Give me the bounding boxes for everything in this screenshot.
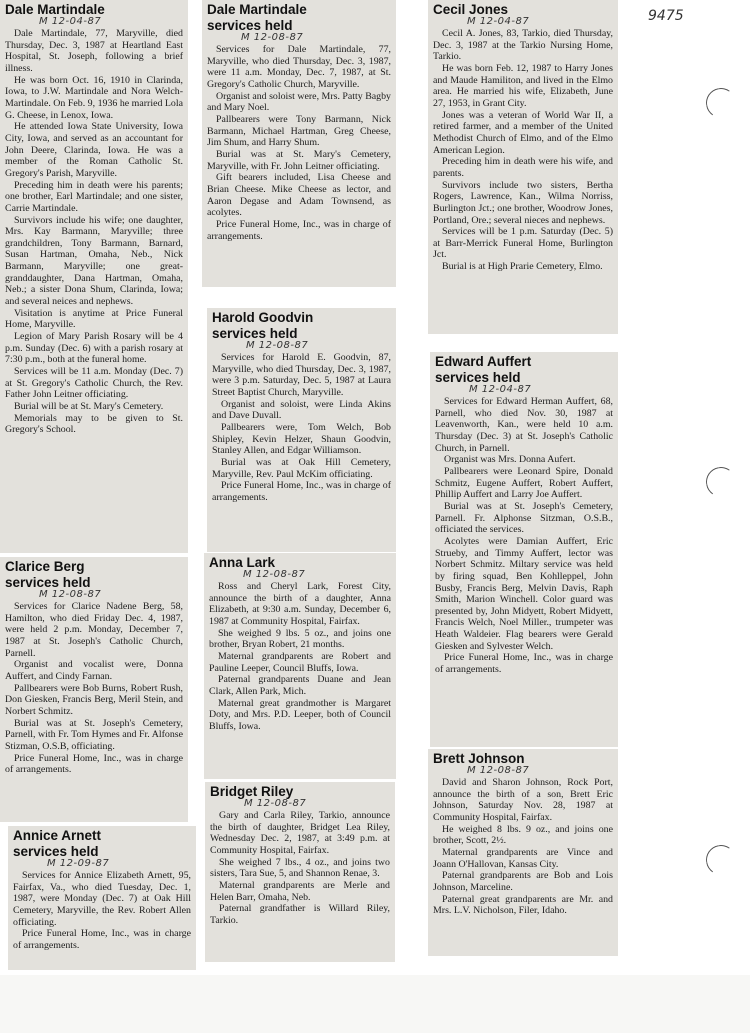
obituary-dale-martindale-services	[202, 0, 396, 287]
paragraph: Maternal grandparents are Robert and Pauline Leeper, Council Bluffs, Iowa.	[209, 650, 391, 674]
paragraph: Burial was at St. Mary's Cemetery, Maryville, with Fr. John Leitner officiating.	[207, 148, 391, 172]
birth-brett-johnson	[428, 749, 618, 956]
paragraph: Paternal grandfather is Willard Riley, Tarkio.	[210, 903, 390, 926]
paragraph: He attended Iowa State University, Iowa City, Iowa, and served as an accountant for John Deere, Clarinda, Iowa. He was a member of the Roman Catholic St. Gregory's Parish, Maryville.	[5, 121, 183, 179]
binder-hole	[704, 843, 739, 878]
paragraph: Burial was at St. Joseph's Cemetery, Parnell, with Fr. Tom Hymes and Fr. Alfonse Stizman, O.S.B, officiating.	[5, 717, 183, 752]
paragraph: He was born Feb. 12, 1987 to Harry Jones and Maude Hamiliton, and lived in the Elmo area. He married his wife, Elizabeth, June 27, 1953, in Grant City.	[433, 62, 613, 109]
paragraph: Organist and vocalist were, Donna Auffert, and Cindy Farnan.	[5, 659, 183, 682]
paragraph: Organist was Mrs. Donna Aufert.	[444, 454, 576, 466]
paragraph: She weighed 7 lbs., 4 oz., and joins two sisters, Tara Sue, 5, and Shannon Renae, 3.	[210, 856, 390, 880]
paragraph: He was born Oct. 16, 1910 in Clarinda, Iowa, to J.W. Martindale and Nora Welch-Martindale. On Feb. 9, 1936 he married Lola G. Cheese, in Lenox, Iowa.	[5, 74, 183, 121]
birth-anna-lark	[204, 553, 396, 779]
paragraph: Dale Martindale, 77, Maryville, died Thursday, Dec. 3, 1987 at Heartland East Hospital, St. Joseph, following a brief illness.	[5, 28, 183, 74]
paragraph: Preceding him in death were his wife, and parents.	[433, 156, 613, 179]
obituary-dale-martindale	[0, 0, 188, 553]
page-number: 9475	[648, 8, 684, 24]
headline: services held	[435, 370, 521, 385]
paragraph: Services will be 1 p.m. Saturday (Dec. 5) at Barr-Merrick Funeral Home, Burlington Jct.	[433, 226, 613, 261]
handwritten-date: M 12-08-87	[246, 340, 309, 351]
headline: Clarice Berg	[5, 559, 85, 574]
paragraph: Acolytes were Damian Auffert, Eric Strueby, and Timmy Auffert, lector was Norbert Schmitz. Miltary service was held by firing squad, Ben Kohlleppel, John Busby, Francis Berg, Melvin Davis, Raph Smith, Marion Winchell. Color guard was presented by, John Midyett, Robert Midyett, Francis Welch, Noel Miller., trumpeter was Heath Waldeier. Flag bearers were Gerald Giesken and Sylvester Welch.	[435, 535, 613, 652]
paragraph: Services for Annice Elizabeth Arnett, 95, Fairfax, Va., who died Tuesday, Dec. 1, 1987, were Monday (Dec. 7) at Oak Hill Cemetery, Maryville, the Rev. Robert Allen officiating.	[13, 870, 191, 928]
headline: Dale Martindale	[207, 2, 307, 17]
paragraph: Memorials may to be given to St. Gregory's School.	[5, 412, 183, 436]
obituary-annice-arnett	[8, 826, 196, 970]
headline: Annice Arnett	[13, 828, 102, 843]
paragraph: Gift bearers included, Lisa Cheese and Brian Cheese. Mike Cheese as lector, and Aaron Degase and Adam Townsend, as acolytes.	[207, 172, 391, 219]
paragraph: Pallbearers were Tony Barmann, Nick Barmann, Michael Hartman, Greg Cheese, Jim Shum, and Harry Shum.	[207, 113, 391, 149]
paragraph: Price Funeral Home, Inc., was in charge of arrangements.	[13, 928, 191, 951]
paragraph: Maternal great grandmother is Margaret Doty, and Mrs. P.D. Leeper, both of Council Bluffs, Iowa.	[209, 697, 391, 732]
paragraph: Services for Dale Martindale, 77, Maryville, who died Thursday, Dec. 3, 1987, were 11 a.m. Monday, Dec. 7, 1987, at St. Gregory's Catholic Church, Maryville.	[207, 44, 391, 90]
paragraph: Price Funeral Home, Inc., was in charge of arrangements.	[5, 752, 183, 776]
headline: Edward Auffert	[435, 354, 532, 369]
headline: Bridget Riley	[210, 784, 294, 799]
headline: services held	[212, 326, 298, 341]
paragraph: Paternal grandparents Duane and Jean Clark, Allen Park, Mich.	[209, 674, 391, 697]
handwritten-date: M 12-08-87	[244, 798, 307, 809]
headline: Cecil Jones	[433, 2, 509, 17]
paragraph: Burial was at Oak Hill Cemetery, Maryville, Rev. Paul McKim officiating.	[212, 456, 391, 480]
paragraph: Preceding him in death were his parents; one brother, Earl Martindale; and one sister, Carrie Martindale.	[5, 179, 183, 214]
paragraph: Price Funeral Home, Inc., was in charge of arrangements.	[207, 218, 391, 242]
paragraph: Cecil A. Jones, 83, Tarkio, died Thursday, Dec. 3, 1987 at the Tarkio Nursing Home, Tarkio.	[433, 28, 613, 63]
handwritten-date: M 12-04-87	[467, 16, 530, 27]
paragraph: Pallbearers were Leonard Spire, Donald Schmitz, Eugene Auffert, Robert Auffert, Phillip Auffert and Larry Joe Auffert.	[435, 465, 613, 501]
birth-bridget-riley	[205, 782, 395, 962]
paragraph: Survivors include two sisters, Bertha Rogers, Lawrence, Kan., Wilma Norriss, Burlington Jct.; one brother, Woodrow Jones, Portland, Ore.; several nieces and nephews.	[433, 179, 613, 226]
paragraph: Jones was a veteran of World War II, a retired farmer, and a member of the United Methodist Church of Elmo, and of the Elmo American Legion.	[433, 109, 613, 156]
paragraph: Burial will be at St. Mary's Cemetery.	[14, 401, 164, 412]
paragraph: Pallbearers were, Tom Welch, Bob Shipley, Kevin Helzer, Shaun Goodvin, Stanley Allen, and Edgar Williamson.	[212, 421, 391, 457]
paragraph: Maternal grandparents are Vince and Joann O'Hallovan, Kansas City.	[433, 846, 613, 870]
handwritten-date: M 12-08-87	[39, 589, 102, 600]
headline: services held	[13, 844, 99, 859]
paragraph: Legion of Mary Parish Rosary will be 4 p.m. Sunday (Dec. 6) with a parish rosary at 7:30 p.m., both at the funeral home.	[5, 331, 183, 366]
paragraph: Burial is at High Prarie Cemetery, Elmo.	[442, 261, 603, 273]
headline: Dale Martindale	[5, 2, 105, 17]
obituary-harold-goodvin	[207, 308, 396, 552]
paragraph: Pallbearers were Bob Burns, Robert Rush, Don Giesken, Francis Berg, Meril Stein, and Norbert Schmitz.	[5, 682, 183, 717]
obituary-edward-auffert	[430, 352, 618, 747]
handwritten-date: M 12-08-87	[243, 569, 306, 580]
paragraph: David and Sharon Johnson, Rock Port, announce the birth of a son, Brett Eric Johnson, Saturday Nov. 28, 1987 at Community Hospital, Fairfax.	[433, 777, 613, 823]
headline: Harold Goodvin	[212, 310, 314, 325]
paragraph: Price Funeral Home, Inc., was in charge of arrangements.	[435, 652, 613, 676]
paragraph: Ross and Cheryl Lark, Forest City, announce the birth of a daughter, Anna Elizabeth, at 9:30 a.m. Sunday, December 6, 1987 at Community Hospital, Fairfax.	[209, 581, 391, 627]
handwritten-date: M 12-09-87	[47, 858, 110, 869]
paragraph: Services for Clarice Nadene Berg, 58, Hamilton, who died Friday Dec. 4, 1987, were held 2 p.m. Monday, December 7, 1987 at St. Joseph's Catholic Church, Parnell.	[5, 601, 183, 659]
paragraph: Visitation is anytime at Price Funeral Home, Maryville.	[5, 307, 183, 331]
paragraph: Survivors include his wife; one daughter, Mrs. Kay Barmann, Maryville; three grandchildren, Tony Barmann, Barnard, Susan Hartman, Omaha, Neb., Nick Barmann, Maryville; one great-granddaughter, Dana Hartman, Omaha, Neb.; a sister Dona Shum, Clarinda, Iowa; and several neices and nephews.	[5, 214, 183, 308]
handwritten-date: M 12-04-87	[469, 384, 532, 395]
paragraph: Organist and soloist, were Linda Akins and Dave Duvall.	[212, 398, 391, 422]
obituary-clarice-berg	[0, 557, 188, 822]
headline: Anna Lark	[209, 555, 276, 570]
paragraph: Maternal grandparents are Merle and Helen Barr, Omaha, Neb.	[210, 879, 390, 903]
headline: services held	[207, 18, 293, 33]
headline: Brett Johnson	[433, 751, 525, 766]
handwritten-date: M 12-08-87	[467, 765, 530, 776]
obituary-cecil-jones	[428, 0, 618, 334]
paragraph: Price Funeral Home, Inc., was in charge of arrangements.	[212, 480, 391, 503]
handwritten-date: M 12-08-87	[241, 32, 304, 43]
paragraph: Services for Harold E. Goodvin, 87, Maryville, who died Thursday, Dec. 3, 1987, were 3 p.m. Saturday, Dec. 5, 1987 at Laura Street Baptist Church, Maryville.	[212, 352, 391, 398]
paragraph: Services will be 11 a.m. Monday (Dec. 7) at St. Gregory's Catholic Church, the Rev. Father John Leitner officiating.	[5, 366, 183, 401]
binder-hole	[704, 86, 739, 121]
paragraph: Gary and Carla Riley, Tarkio, announce the birth of daughter, Bridget Lea Riley, Wednesday Dec. 2, 1987, at 3:49 p.m. at Community Hospital, Fairfax.	[210, 810, 390, 856]
paragraph: He weighed 8 lbs. 9 oz., and joins one brother, Scott, 2½.	[433, 823, 613, 847]
binder-hole	[704, 465, 739, 500]
paragraph: Burial was at St. Joseph's Cemetery, Parnell. Fr. Alphonse Sitzman, O.S.B., officiated the services.	[435, 500, 613, 536]
paragraph: Paternal grandparents are Bob and Lois Johnson, Marceline.	[433, 870, 613, 893]
headline: services held	[5, 575, 91, 590]
handwritten-date: M 12-04-87	[39, 16, 102, 27]
page-bottom-band	[0, 975, 750, 1033]
paragraph: Services for Edward Herman Auffert, 68, Parnell, who died Nov. 30, 1987 at Leavenworth, Kan., were held 10 a.m. Thursday (Dec. 3) at St. Joseph's Catholic Church, in Parnell.	[435, 396, 613, 454]
paragraph: Organist and soloist were, Mrs. Patty Bagby and Mary Noel.	[207, 90, 391, 114]
paragraph: She weighed 9 lbs. 5 oz., and joins one brother, Bryan Robert, 21 months.	[209, 627, 391, 651]
paragraph: Paternal great grandparents are Mr. and Mrs. L.V. Nicholson, Filer, Idaho.	[433, 893, 613, 917]
